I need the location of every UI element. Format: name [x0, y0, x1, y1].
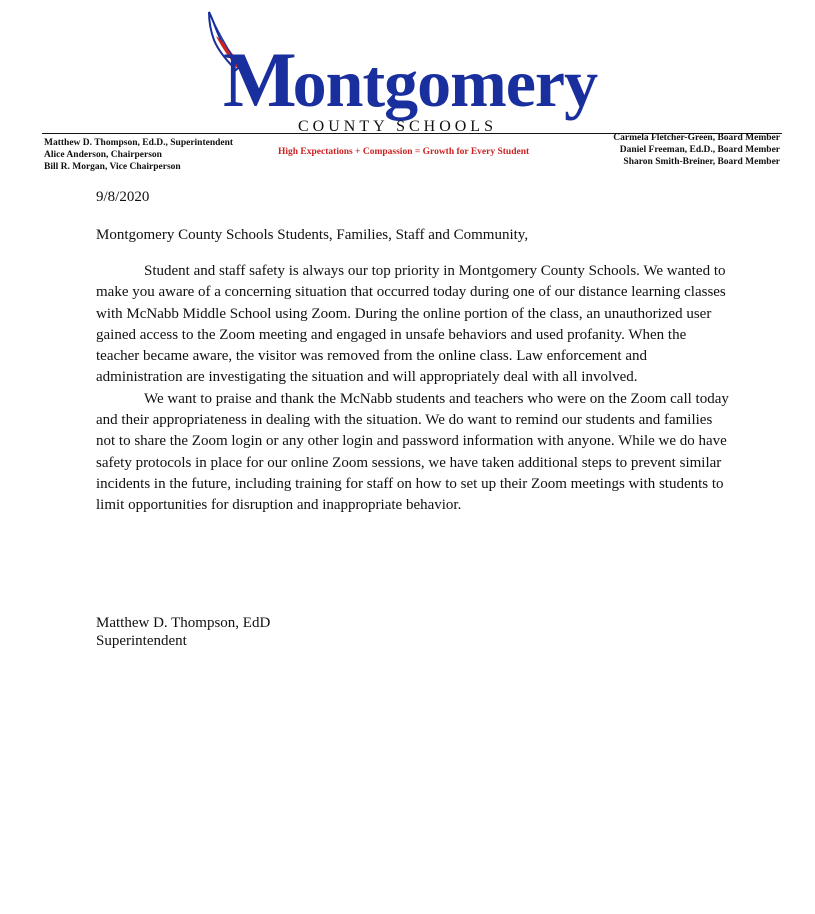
logo-subtitle: COUNTY SCHOOLS	[298, 118, 497, 135]
signature-name: Matthew D. Thompson, EdD	[96, 615, 271, 631]
board-member: Matthew D. Thompson, Ed.D., Superintendent	[44, 138, 234, 148]
board-list-left	[44, 137, 233, 173]
district-logo	[206, 10, 606, 135]
board-member: Alice Anderson, Chairperson	[44, 150, 162, 160]
letter-date: 9/8/2020	[96, 189, 150, 205]
letter-salutation: Montgomery County Schools Students, Families, Staff and Community,	[96, 227, 529, 243]
body-paragraph: We want to praise and thank the McNabb students and teachers who were on the Zoom call today and their appropriateness in dealing with the situation. We do want to remind our students and families not to share the Zoom login or any other login and password information with anyone. While we do have safety protocols in place for our online Zoom sessions, we have taken additional steps to prevent similar incidents in the future, including training for staff on how to set up their Zoom meetings with students to limit opportunities for disruption and inappropriate behavior.	[96, 390, 729, 514]
board-member: Carmela Fletcher-Green, Board Member	[613, 133, 780, 143]
body-paragraph: Student and staff safety is always our top priority in Montgomery County Schools. We wanted to make you aware of a concerning situation that occurred today during one of our distance learning classes with McNabb Middle School using Zoom. During the online portion of the class, an unauthorized user gained access to the Zoom meeting and engaged in unsafe behaviors and used profanity. When the teacher became aware, the visitor was removed from the online class. Law enforcement and administration are investigating the situation and will appropriately deal with all involved.	[96, 263, 726, 386]
board-member: Sharon Smith-Breiner, Board Member	[623, 157, 780, 167]
board-member: Bill R. Morgan, Vice Chairperson	[44, 162, 181, 172]
signature-block	[96, 614, 270, 650]
letter-body	[96, 261, 731, 517]
board-list-right	[613, 132, 780, 168]
signature-title: Superintendent	[96, 633, 187, 649]
board-member: Daniel Freeman, Ed.D., Board Member	[619, 145, 780, 155]
district-motto: High Expectations + Compassion = Growth for Every Student	[278, 147, 530, 157]
logo-wordmark: Montgomery	[223, 36, 598, 123]
